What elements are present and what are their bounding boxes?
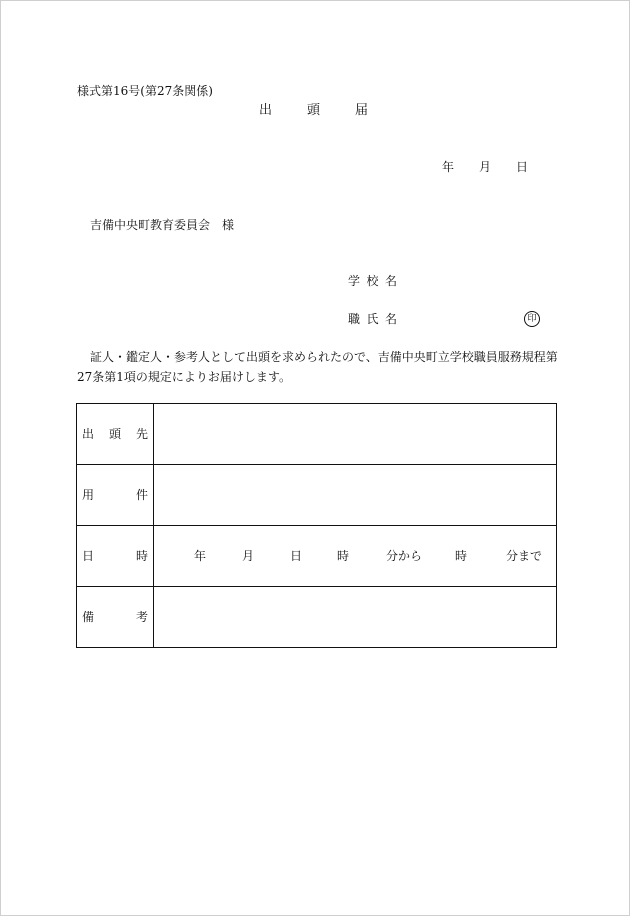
notice-line: 証人・鑑定人・参考人として出頭を求められたので、吉備中央町立学校職員服務規程第 [90,350,558,364]
form-title [259,104,368,118]
label-char: 氏 [366,312,379,326]
label-char: 名 [384,274,397,288]
row-label [77,587,154,647]
row-label [77,526,154,586]
school-name-label [348,274,397,288]
table-row-datetime [77,526,556,587]
row-label-char: 件 [135,488,148,502]
datetime-day: 日 [290,549,303,563]
addressee: 吉備中央町教育委員会 様 [90,218,235,232]
datetime-year: 年 [194,549,207,563]
row-label-char: 備 [82,610,95,624]
label-char: 名 [384,312,397,326]
label-char: 学 [348,274,361,288]
destination-value-cell [154,404,556,464]
form-number: 様式第16号(第27条関係) [77,84,213,98]
business-value-cell [154,465,556,525]
row-label [77,404,154,464]
date-day-char: 日 [515,160,528,174]
datetime-end-minute: 分まで [506,549,543,563]
row-label-char: 日 [82,549,95,563]
table-row-remarks [77,587,556,647]
label-char: 校 [366,274,379,288]
remarks-value-cell [154,587,556,647]
row-label-char: 先 [135,427,148,441]
form-table [76,403,557,648]
date-line [442,160,528,174]
row-label-char: 考 [135,610,148,624]
datetime-month: 月 [242,549,255,563]
notice-line: 27条第1項の規定によりお届けします。 [77,370,291,384]
title-char: 出 [259,103,273,118]
row-label-char: 時 [135,549,148,563]
title-char: 届 [354,103,368,118]
staff-name-label [348,312,397,326]
table-row-business [77,465,556,526]
datetime-end-hour: 時 [455,549,468,563]
seal-mark [524,311,540,327]
datetime-value-cell [154,526,556,586]
seal-label: 印 [527,313,537,324]
date-month-char: 月 [478,160,491,174]
row-label-char: 頭 [108,427,121,441]
row-label-char: 用 [82,488,95,502]
row-label-char: 出 [82,427,95,441]
datetime-start-hour: 時 [337,549,350,563]
label-char: 職 [348,312,361,326]
notice-paragraph [77,347,577,387]
date-year-char: 年 [442,160,455,174]
table-row-destination [77,404,556,465]
row-label [77,465,154,525]
datetime-start-minute: 分から [386,549,423,563]
title-char: 頭 [306,103,320,118]
